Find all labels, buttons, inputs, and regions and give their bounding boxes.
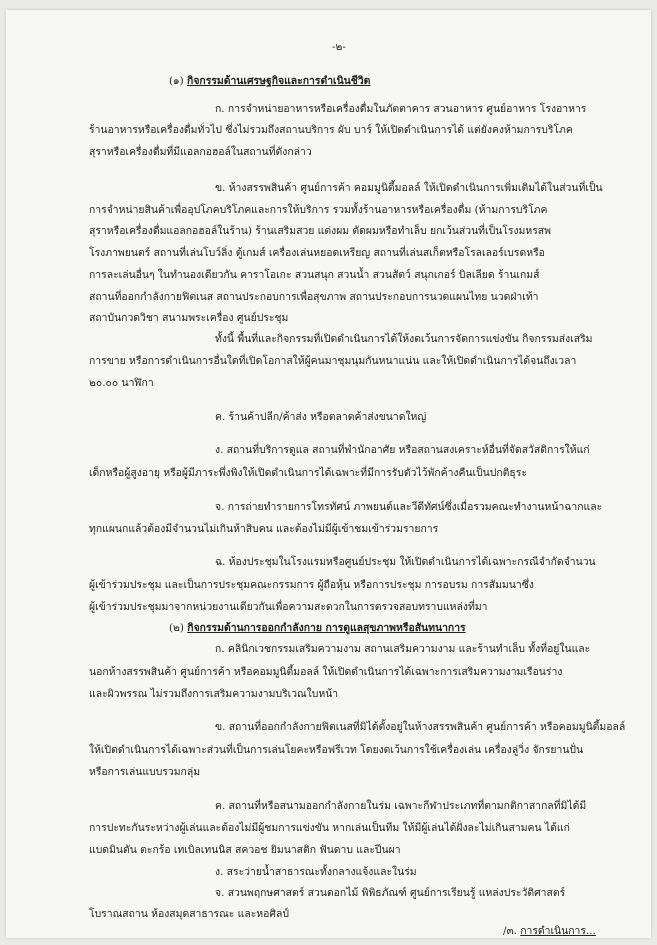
paragraph-line: การละเล่นอื่นๆ ในทำนองเดียวกัน คาราโอเกะ สวนสนุก สวนน้ำ สวนสัตว์ สนุกเกอร์ บิลเลียด ร้านเกมส์ [89, 269, 540, 281]
section-1-heading [169, 74, 370, 88]
section-2-number: (๒) [169, 622, 184, 634]
paragraph-line: ผู้เข้าร่วมประชุม และเป็นการประชุมคณะกรรมการ ผู้ถือหุ้น หรือการประชุม การอบรม การสัมมนาซึ่ง [89, 579, 534, 591]
paragraph-line: การขาย หรือการดำเนินการอื่นใดที่เปิดโอกาสให้ผู้คนมาชุมนุมกันหนาแน่น และให้เปิดดำเนินการได้จนถึงเวลา [89, 355, 577, 367]
paragraph-line: ข. ห้างสรรพสินค้า ศูนย์การค้า คอมมูนิตี้มอลล์ ให้เปิดดำเนินการเพิ่มเติมได้ในส่วนที่เป็น [215, 182, 603, 194]
paragraph-line: สถานที่ออกกำลังกายฟิตเนส สถานประกอบการเพื่อสุขภาพ สถานประกอบการนวดแผนไทย นวดฝ่าเท้า [89, 291, 539, 303]
paragraph-line: เด็กหรือผู้สูงอายุ หรือผู้มีภาระพึ่งพิงให้เปิดดำเนินการได้เฉพาะที่มีการรับตัวไว้พักค้างคืนเป็นปกติธุระ [89, 467, 527, 479]
continuation-note [503, 924, 596, 938]
paragraph-line: ทุกแผนกแล้วต้องมีจำนวนไม่เกินห้าสิบคน และต้องไม่มีผู้เข้าชมเข้าร่วมรายการ [89, 523, 439, 535]
paragraph-line: สุราหรือเครื่องดื่มแอลกอฮอล์ในร้าน) ร้านเสริมสวย แต่งผม ตัดผมหรือทำเล็บ ยกเว้นส่วนที่เป็นโรงมหรสพ [89, 225, 551, 237]
paragraph-line: โบราณสถาน ห้องสมุดสาธารณะ และหอศิลป์ [89, 908, 289, 920]
paragraph-line: ก. การจำหน่ายอาหารหรือเครื่องดื่มในภัตตาคาร สวนอาหาร ศูนย์อาหาร โรงอาหาร [215, 103, 587, 115]
paragraph-line: ๒๐.๐๐ นาฬิกา [89, 377, 154, 389]
paragraph-line: การปะทะกันระหว่างผู้เล่นและต้องไม่มีผู้ชมการแข่งขัน หากเล่นเป็นทีม ให้มีผู้เล่นได้ฝั่งละไม่เกินสามคน ได้แก่ [89, 822, 570, 834]
paragraph-line: ผู้เข้าร่วมประชุมมาจากหน่วยงานเดียวกันเพื่อความสะดวกในการตรวจสอบทราบแหล่งที่มา [89, 601, 488, 613]
paragraph-line: ค. ร้านค้าปลีก/ค้าส่ง หรือตลาดค้าส่งขนาดใหญ่ [215, 411, 427, 423]
paragraph-line: และผิวพรรณ ไม่รวมถึงการเสริมความงามบริเวณใบหน้า [89, 688, 339, 700]
section-2-title: กิจกรรมด้านการออกกำลังกาย การดูแลสุขภาพหรือสันทนาการ [187, 622, 466, 634]
continuation-prefix: /๓. [503, 925, 521, 937]
section-1-title: กิจกรรมด้านเศรษฐกิจและการดำเนินชีวิต [187, 75, 371, 87]
paragraph-line: ทั้งนี้ พื้นที่และกิจกรรมที่เปิดดำเนินการได้ให้งดเว้นการจัดการแข่งขัน กิจกรรมส่งเสริม [215, 333, 593, 345]
section-2-heading [169, 621, 466, 635]
paragraph-line: จ. สวนพฤกษศาสตร์ สวนดอกไม้ พิพิธภัณฑ์ ศูนย์การเรียนรู้ แหล่งประวัติศาสตร์ [215, 887, 566, 899]
document-page [6, 10, 651, 938]
paragraph-line: ก. คลินิกเวชกรรมเสริมความงาม สถานเสริมความงาม และร้านทำเล็บ ทั้งที่อยู่ในและ [215, 643, 591, 655]
paragraph-line: ให้เปิดดำเนินการได้เฉพาะส่วนที่เป็นการเล่นโยคะหรือฟรีเวท โดยงดเว้นการใช้เครื่องเล่น เครื่องลู่วิ่ง จักรยานปั่น [89, 744, 584, 756]
paragraph-line: ง. สระว่ายน้ำสาธารณะทั้งกลางแจ้งและในร่ม [215, 866, 417, 878]
paragraph-line: สถาบันกวดวิชา สนามพระเครื่อง ศูนย์ประชุม [89, 312, 289, 324]
paragraph-line: แบดมินตัน ตะกร้อ เทเบิลเทนนิส สควอช ยิมนาสติก ฟันดาบ และปีนผา [89, 844, 401, 856]
paragraph-line: หรือการเล่นแบบรวมกลุ่ม [89, 766, 201, 778]
section-1-number: (๑) [169, 75, 184, 87]
paragraph-line: ค. สถานที่หรือสนามออกกำลังกายในร่ม เฉพาะกีฬาประเภทที่ตามกติกาสากลที่มิได้มี [215, 800, 587, 812]
page-number: -๒- [332, 41, 346, 53]
paragraph-line: ง. สถานที่บริการดูแล สถานที่พำนักอาศัย หรือสถานสงเคราะห์อื่นที่จัดสวัสดิการให้แก่ [215, 444, 590, 456]
paragraph-line: การจำหน่ายสินค้าเพื่ออุปโภคบริโภคและการให้บริการ รวมทั้งร้านอาหารหรือเครื่องดื่ม (ห้ามการบริโภค [89, 204, 548, 216]
paragraph-line: ข. สถานที่ออกกำลังกายฟิตเนสที่มิได้ตั้งอยู่ในห้างสรรพสินค้า ศูนย์การค้า หรือคอมมูนิตี้มอลล์ [215, 721, 626, 733]
paragraph-line: ร้านอาหารหรือเครื่องดื่มทั่วไป ซึ่งไม่รวมถึงสถานบริการ ผับ บาร์ ให้เปิดดำเนินการได้ แต่ยังคงห้ามการบริโภค [89, 124, 573, 136]
continuation-link: การดำเนินการ... [520, 925, 596, 937]
paragraph-line: ฉ. ห้องประชุมในโรงแรมหรือศูนย์ประชุม ให้เปิดดำเนินการได้เฉพาะกรณีจำกัดจำนวน [215, 556, 596, 568]
paragraph-line: โรงภาพยนตร์ สถานที่เล่นโบว์ลิ่ง ตู้เกมส์ เครื่องเล่นหยอดเหรียญ สถานที่เล่นสเก็ตหรือโรลเลอร์เบรดหรือ [89, 247, 545, 259]
paragraph-line: สุราหรือเครื่องดื่มที่มีแอลกอฮอล์ในสถานที่ดังกล่าว [89, 146, 312, 158]
paragraph-line: นอกห้างสรรพสินค้า ศูนย์การค้า หรือคอมมูนิตี้มอลล์ ให้เปิดดำเนินการได้เฉพาะการเสริมความงามเรือนร่าง [89, 666, 563, 678]
paragraph-line: จ. การถ่ายทำรายการโทรทัศน์ ภาพยนต์และวีดีทัศน์ซึ่งเมื่อรวมคณะทำงานหน้าฉากและ [215, 501, 603, 513]
